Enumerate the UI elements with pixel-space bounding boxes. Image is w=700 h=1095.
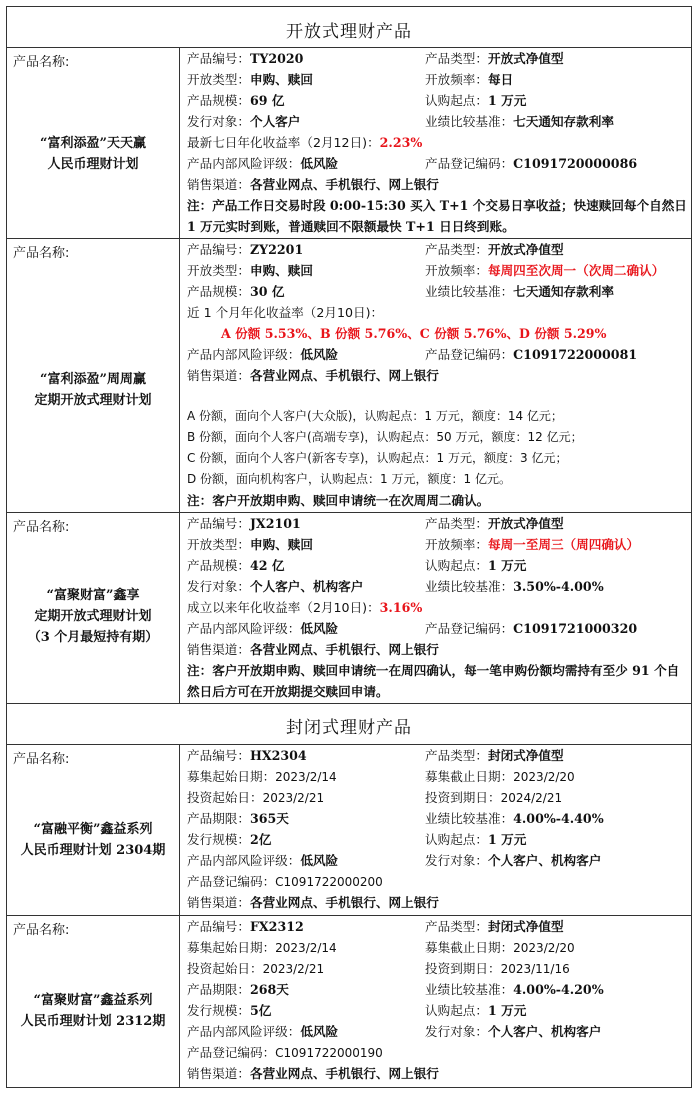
product-name-label: 产品名称: (13, 246, 70, 261)
product-name-label: 产品名称: (13, 520, 70, 535)
product-note: 注：产品工作日交易时段 0:00-15:30 买入 T+1 个交易日享收益；快速赎回每个自然日 1 万元实时到账，普通赎回不限额最快 T+1 日日终到账。 (187, 198, 687, 234)
divider (7, 744, 691, 745)
product-name-label: 产品名称: (13, 752, 70, 767)
share-line: D 份额，面向机构客户，认购起点：1 万元，额度：1 亿元。 (187, 472, 511, 486)
column-divider (179, 47, 180, 703)
yield-value: 3.16% (379, 600, 423, 615)
divider (7, 703, 691, 704)
divider (7, 915, 691, 916)
product-name: “富融平衡”鑫益系列 人民币理财计划 2304期 (20, 822, 166, 858)
divider (7, 47, 691, 48)
product-name-label: 产品名称: (13, 923, 70, 938)
yield-value: A 份额 5.53%、B 份额 5.76%、C 份额 5.76%、D 份额 5.29% (221, 326, 607, 341)
section-title-open: 开放式理财产品 (286, 22, 412, 42)
column-divider (179, 744, 180, 1088)
product-note: 注：客户开放期申购、赎回申请统一在周四确认，每一笔申购份额均需持有至少 91 个自然日后方可在开放期提交赎回申请。 (187, 663, 680, 699)
product-name: “富利添盈”周周赢 定期开放式理财计划 (34, 372, 152, 408)
product-table: 开放式理财产品 产品名称: “富利添盈”天天赢 人民币理财计划 产品编号：TY2020 产品类型：开放式净值型 开放类型：申购、赎回 开放频率：每日 产品规模：69 亿 认购起点：1 万元 发行对象：个人客户 业绩比较基准：七天通知存款利率 最新七日年化收益率（2月12日)：2.23% 产品内部风险评级：低风险 产品登记编码：C1091720000086 销售渠道：各营业网点、手机银行、网上银行 注：产品工作日交易时段 0:00-15:30 买入 T+1 个交易日享收益；快速赎回每个自然日 1 万元实时到账，普通赎回不限额最快 T+1 日日终到账。 产品名称: “富利添盈”周周赢 定期开放式理财计划 产品编号：ZY2201 产品类型：开放式净值型 开放类型：申购、赎回 开放频率：每周四至次周一（次周二确认） 产品规模：30 亿 业绩比较基准：七天通知存款利率 近 1 个月年化收益率（2月10日)： A 份额 5.53%、B 份额 5.76%、C 份额 5.76%、D 份额 5.29% 产品内部风险评级：低风险 产品登记编码：C1091722000081 销售渠道：各营业网点、手机银行、网上银行 A 份额，面向个人客户(大众版)，认购起点：1 万元，额度：14 亿元； B 份额，面向个人客户(高端专享)，认购起点：50 万元，额度：12 亿元； C 份额，面向个人客户(新客专享)，认购起点：1 万元，额度：3 亿元； D 份额，面向机构客户，认购起点：1 万元，额度：1 亿元。 注：客户开放期申购、赎回申请统一在次周周二确认。 产品名称: “富聚财富”鑫享 定期开放式理财计划 （3 个月最短持有期） 产品编号：JX2101 产品类型：开放式净值型 开放类型：申购、赎回 开放频率：每周一至周三（周四确认） 产品规模：42 亿 认购起点：1 万元 发行对象：个人客户、机构客户 业绩比较基准：3.50%-4.00% 成立以来年化收益率（2月10日)：3.16% 产品内部风险评级：低风险 产品登记编码：C1091721000320 销售渠道：各营业网点、手机银行、网上银行 注：客户开放期申购、赎回申请统一在周四确认，每一笔申购份额均需持有至少 91 个自然日后方可在开放期提交赎回申请。 封闭式理财产品 产品名称: “富融平衡”鑫益系列 人民币理财计划 2304期 产品编号：HX2304 产品类型：封闭式净值型 募集起始日期：2023/2/14 募集截止日期：2023/2/20 投资起始日：2023/2/21 投资到期日：2024/2/21 产品期限：365天 业绩比较基准：4.00%-4.40% 发行规模：2亿 认购起点：1 万元 产品内部风险评级：低风险 发行对象：个人客户、机构客户 产品登记编码：C1091722000200 销售渠道：各营业网点、手机银行、网上银行 产品名称: “富聚财富”鑫益系列 人民币理财计划 2312期 产品编号：FX2312 产品类型：封闭式净值型 募集起始日期：2023/2/14 募集截止日期：2023/2/20 投资起始日：2023/2/21 投资到期日：2023/11/16 产品期限：268天 业绩比较基准：4.00%-4.20% 发行规模：5亿 认购起点：1 万元 产品内部风险评级：低风险 发行对象：个人客户、机构客户 产品登记编码：C1091722000190 销售渠道：各营业网点、手机银行、网上银行 (6, 6, 692, 1088)
product-name: “富聚财富”鑫益系列 人民币理财计划 2312期 (20, 993, 166, 1029)
yield-value: 2.23% (379, 135, 423, 150)
share-line: A 份额，面向个人客户(大众版)，认购起点：1 万元，额度：14 亿元； (187, 409, 563, 423)
share-line: B 份额，面向个人客户(高端专享)，认购起点：50 万元，额度：12 亿元； (187, 430, 583, 444)
divider (7, 512, 691, 513)
product-name: “富利添盈”天天赢 人民币理财计划 (40, 136, 146, 172)
section-title-closed: 封闭式理财产品 (286, 718, 412, 738)
product-name: “富聚财富”鑫享 定期开放式理财计划 （3 个月最短持有期） (27, 588, 159, 645)
product-code: TY2020 (249, 51, 304, 66)
product-note: 注：客户开放期申购、赎回申请统一在次周周二确认。 (187, 493, 490, 508)
divider (7, 238, 691, 239)
product-name-label: 产品名称: (13, 55, 70, 70)
share-line: C 份额，面向个人客户(新客专享)，认购起点：1 万元，额度：3 亿元； (187, 451, 568, 465)
